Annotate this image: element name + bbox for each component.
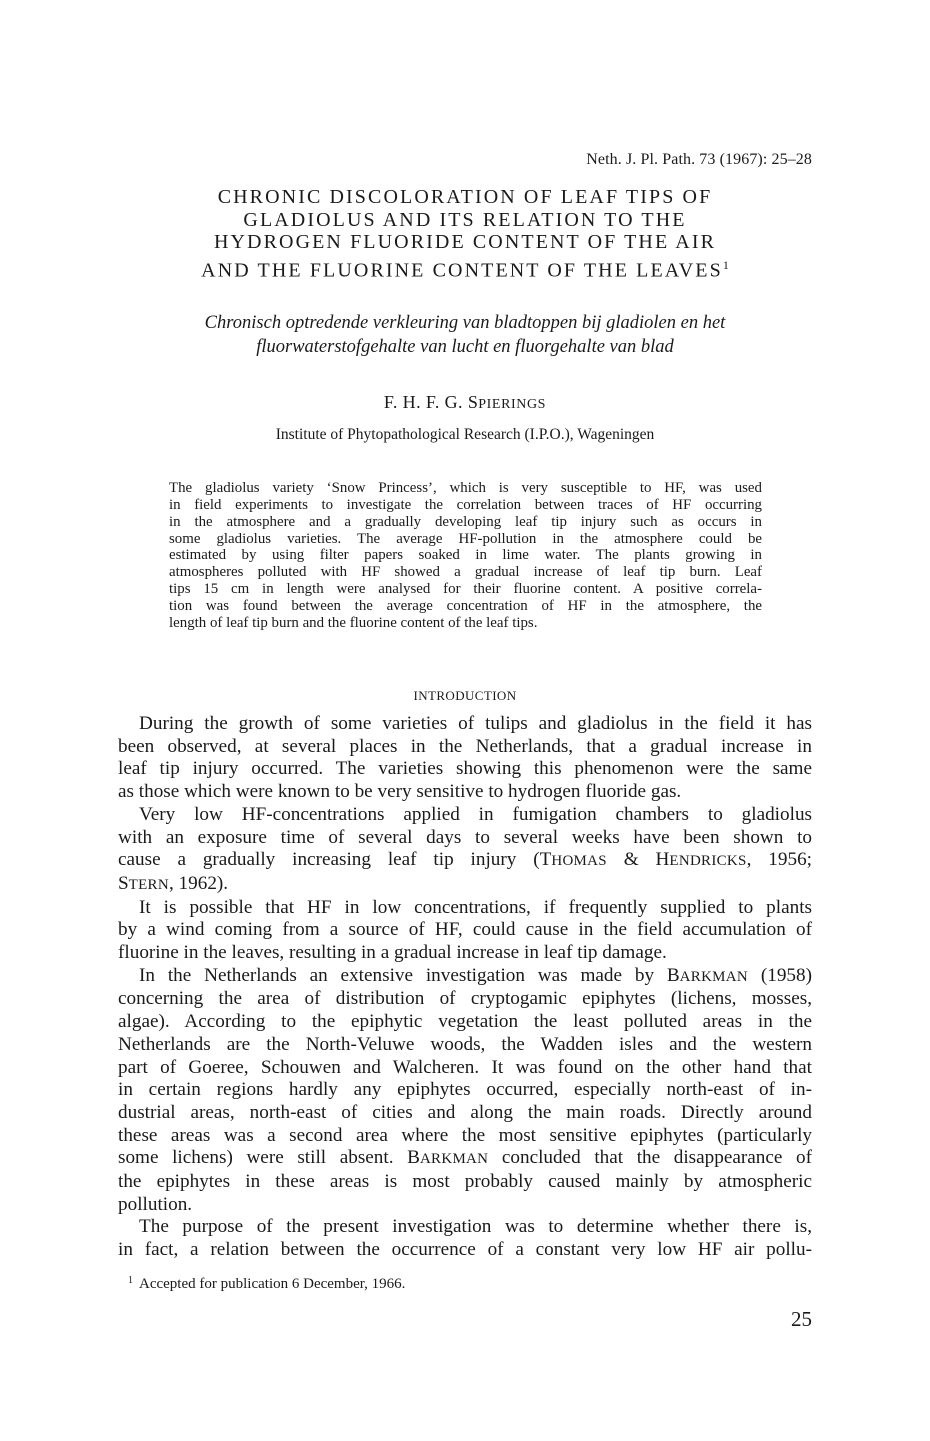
body-text: concluded that the disappearance of <box>488 1147 812 1169</box>
body-line: in fact, a relation between the occurrence of a constant very low HF air pollu- <box>118 1239 812 1261</box>
body-line <box>118 873 812 897</box>
abstract-line: tion was found between the average concentration of HF in the atmosphere, the <box>169 597 762 614</box>
body-line: algae). According to the epiphytic vegetation the least polluted areas in the <box>118 1011 812 1033</box>
section-heading: INTRODUCTION <box>413 688 517 703</box>
body-line: part of Goeree, Schouwen and Walcheren. It was found on the other hand that <box>118 1056 812 1078</box>
body-text: (1958) <box>748 964 812 986</box>
author-institute: Institute of Phytopathological Research (I.P.O.), Wageningen <box>275 426 655 443</box>
body-line: fluorine in the leaves, resulting in a gradual increase in leaf tip damage. <box>118 942 667 964</box>
body-line: During the growth of some varieties of tulips and gladiolus in the field it has <box>139 713 812 734</box>
body-line: in certain regions hardly any epiphytes occurred, especially north-east of in- <box>118 1079 812 1101</box>
cited-author: ARKMAN <box>419 1151 489 1168</box>
body-line: by a wind coming from a source of HF, could cause in the field accumulation of <box>118 919 812 941</box>
body-line: pollution. <box>118 1193 193 1215</box>
cited-author: ENDRICKS <box>669 853 747 870</box>
author-surname: PIERINGS <box>478 397 547 412</box>
body-text: , 1956; <box>746 849 813 871</box>
author-initials: F. H. F. G. S <box>383 392 479 412</box>
title-line <box>118 254 812 282</box>
body-text: & H <box>606 849 670 871</box>
abstract <box>169 480 762 632</box>
abstract-line: tips 15 cm in length were analysed for their fluorine content. A positive correla- <box>169 581 762 598</box>
body-text: , 1962). <box>168 872 229 894</box>
page-number: 25 <box>791 1307 812 1331</box>
body-text: S <box>118 872 129 894</box>
abstract-line: in field experiments to investigate the correlation between traces of HF occurring <box>169 496 762 513</box>
abstract-line: in the atmosphere and a gradually developing leaf tip injury such as occurs in <box>169 513 762 530</box>
subtitle-line: fluorwaterstofgehalte van lucht en fluorgehalte van blad <box>256 336 674 357</box>
cited-author: ARKMAN <box>679 968 749 985</box>
body-line: dustrial areas, north-east of cities and along the main roads. Directly around <box>118 1101 812 1123</box>
abstract-line: some gladiolus varieties. The average HF-pollution in the atmosphere could be <box>169 530 762 547</box>
title-line: HYDROGEN FLUORIDE CONTENT OF THE AIR <box>213 231 717 254</box>
abstract-line: The gladiolus variety ‘Snow Princess’, which is very susceptible to HF, was used <box>169 480 762 496</box>
body-line: Very low HF-concentrations applied in fumigation chambers to gladiolus <box>139 803 812 825</box>
body-line <box>118 849 812 873</box>
body-line: the epiphytes in these areas is most probably caused mainly by atmospheric <box>118 1171 812 1193</box>
abstract-line: length of leaf tip burn and the fluorine content of the leaf tips. <box>169 614 538 631</box>
title-line: GLADIOLUS AND ITS RELATION TO THE <box>243 208 687 231</box>
body-line: concerning the area of distribution of cryptogamic epiphytes (lichens, mosses, <box>118 988 812 1010</box>
body-line: as those which were known to be very sensitive to hydrogen fluoride gas. <box>118 781 682 803</box>
body-line: It is possible that HF in low concentrations, if frequently supplied to plants <box>139 896 812 918</box>
footnote-text: Accepted for publication 6 December, 1966. <box>139 1276 406 1292</box>
body-text: some lichens) were still absent. B <box>118 1147 420 1169</box>
body-line: Netherlands are the North-Veluwe woods, the Wadden isles and the western <box>118 1033 812 1055</box>
footnote <box>128 1275 405 1293</box>
journal-citation: Neth. J. Pl. Path. 73 (1967): 25–28 <box>586 151 812 168</box>
footnote-marker: 1 <box>128 1275 133 1286</box>
title-line: CHRONIC DISCOLORATION OF LEAF TIPS OF <box>217 186 713 208</box>
body-line: been observed, at several places in the Netherlands, that a gradual increase in <box>118 735 812 757</box>
body-text: In the Netherlands an extensive investigation was made by B <box>139 964 680 986</box>
body-line <box>118 965 812 989</box>
author-name <box>118 392 812 413</box>
body-line <box>118 1147 812 1171</box>
body-line: The purpose of the present investigation was to determine whether there is, <box>139 1216 812 1238</box>
title-line-text: AND THE FLUORINE CONTENT OF THE LEAVES <box>201 259 723 282</box>
body-line: leaf tip injury occurred. The varieties showing this phenomenon were the same <box>118 758 812 780</box>
body-line: these areas was a second area where the most sensitive epiphytes (particularly <box>118 1124 812 1146</box>
abstract-line: atmospheres polluted with HF showed a gradual increase of leaf tip burn. Leaf <box>169 564 762 581</box>
article-title <box>118 186 812 282</box>
body-text: cause a gradually increasing leaf tip injury (T <box>118 849 552 871</box>
body-line: with an exposure time of several days to several weeks have been shown to <box>118 826 812 848</box>
introduction-body <box>118 713 812 1262</box>
title-footnote-marker: 1 <box>722 257 729 272</box>
cited-author: TERN <box>128 876 169 893</box>
subtitle-line: Chronisch optredende verkleuring van bladtoppen bij gladiolen en het <box>204 313 726 333</box>
cited-author: HOMAS <box>551 853 607 870</box>
dutch-subtitle <box>100 312 830 359</box>
abstract-line: estimated by using filter papers soaked in lime water. The plants growing in <box>169 547 762 564</box>
